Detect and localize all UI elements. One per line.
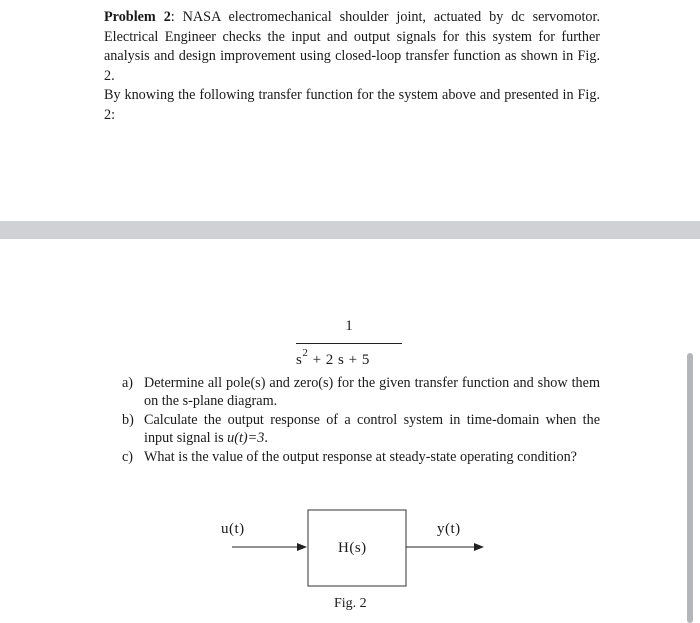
problem-label: Problem 2 xyxy=(104,9,171,25)
input-signal: u(t)=3 xyxy=(227,430,265,446)
page-divider xyxy=(0,221,700,239)
question-text-end: . xyxy=(264,430,268,446)
question-label: a) xyxy=(122,375,134,391)
input-arrow-head xyxy=(297,543,307,551)
problem-text: : NASA electromechanical shoulder joint, actuated by dc servomotor. Electrical Engineer checks the input and output signals for this system for further analysis and design improvement using closed-loop transfer function as shown in Fig. 2. xyxy=(104,9,600,84)
problem-paragraph-2: By knowing the following transfer function for the system above and presented in Fig. 2: xyxy=(104,87,600,123)
problem-paragraph xyxy=(104,8,600,86)
figure-caption: Fig. 2 xyxy=(334,596,367,611)
tf-denominator xyxy=(296,349,402,369)
output-arrow-head xyxy=(474,543,484,551)
block-label: H(s) xyxy=(338,540,367,556)
question-b xyxy=(122,411,600,447)
question-label: c) xyxy=(122,449,134,465)
question-c xyxy=(122,448,600,466)
scrollbar[interactable] xyxy=(687,353,693,623)
question-text: Calculate the output response of a control system in time-domain when the input signal is xyxy=(144,412,600,446)
tf-numerator: 1 xyxy=(345,318,353,334)
question-a xyxy=(122,374,600,410)
transfer-function xyxy=(290,316,408,376)
fraction-bar xyxy=(296,343,402,344)
question-label: b) xyxy=(122,412,134,428)
input-label: u(t) xyxy=(221,521,245,537)
block-diagram xyxy=(0,500,700,623)
tf-den-exponent: 2 xyxy=(302,347,309,359)
output-label: y(t) xyxy=(437,521,461,537)
question-list xyxy=(122,374,600,467)
problem-statement xyxy=(104,8,600,125)
tf-den-rest: + 2 s + 5 xyxy=(308,352,370,368)
tf-den-s: s xyxy=(296,352,303,368)
question-text: What is the value of the output response at steady-state operating condition? xyxy=(144,449,577,465)
question-text: Determine all pole(s) and zero(s) for the given transfer function and show them on the s-plane diagram. xyxy=(144,375,600,409)
